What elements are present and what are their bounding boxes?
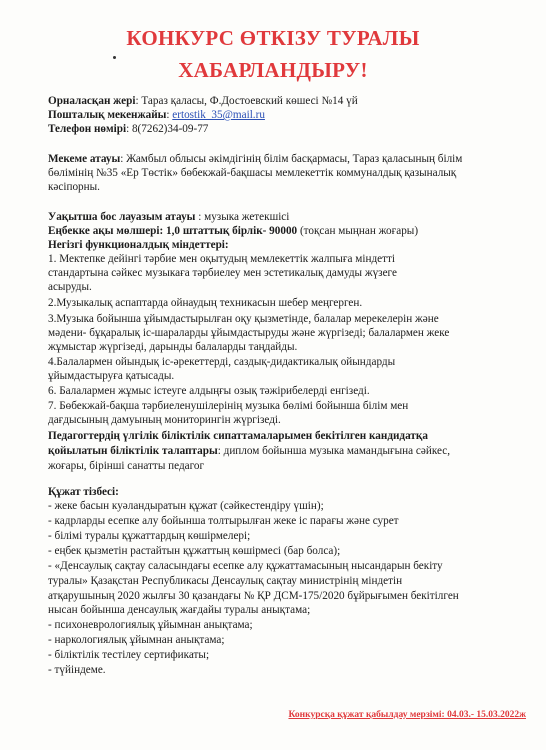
document-item: - түйіндеме. [48, 664, 106, 676]
duty-line: 4.Балалармен ойындық іс-әрекеттерді, саздық-дидактикалық ойындарды [48, 356, 396, 368]
document-item: - білімі туралы құжаттардың көшірмелері; [48, 530, 251, 542]
email-line [48, 109, 518, 122]
document-item: нысан бойынша денсаулық жағдайы туралы анықтама; [48, 604, 311, 616]
scan-speck [113, 56, 116, 59]
duty-line: 3.Музыка бойынша ұйымдастырылған оқу қызметінде, балалар мерекелерін және [48, 313, 439, 325]
location-line [48, 95, 518, 108]
duty-line: 2.Музыкалық аспаптарда ойнаудың техникасын шебер меңгерген. [48, 297, 363, 309]
document-item: - еңбек қызметін растайтын құжаттың көшірмесі (бар болса); [48, 545, 341, 557]
institution-line-1 [48, 153, 518, 166]
institution-line-2: бөлімінің №35 «Ер Төстік» бөбекжай-бақшасы мемлекеттік коммуналдық қазыналық [48, 167, 457, 179]
vacancy-line [48, 211, 518, 224]
institution-label: Мекеме атауы [48, 153, 121, 165]
duty-line: стандартына сәйкес музыкаға тәрбиелеу мен эстетикалық дамуды жүзеге [48, 267, 397, 279]
document-item: - кадрларды есепке алу бойынша толтырылған жеке іс парағы және сурет [48, 515, 399, 527]
email-label: Пошталық мекенжайы [48, 109, 167, 121]
email-separator: : [166, 109, 173, 121]
location-label: Орналасқан жері [48, 95, 136, 107]
deadline-note: Конкурсқа құжат қабылдау мерзімі: 04.03.- 15.03.2022ж [288, 710, 526, 720]
document-item: - наркологиялық ұйымнан анықтама; [48, 634, 225, 646]
qualification-line-1: Педагогтердің үлгілік біліктілік сипаттамаларымен бекітілген кандидатқа [48, 430, 428, 442]
phone-line [48, 123, 518, 136]
salary-line [48, 225, 518, 238]
duty-line: мәдени- бұқаралық іс-шараларды ұйымдастыруды және жүргізеді; балалармен жеке [48, 327, 450, 339]
salary-note: (тоқсан мыңнан жоғары) [297, 225, 419, 237]
phone-value: : 8(7262)34-09-77 [126, 123, 209, 135]
email-link[interactable]: ertostik_35@mail.ru [172, 109, 265, 121]
document-item: туралы» Қазақстан Республикасы Денсаулық сақтау министрінің міндетін [48, 575, 403, 587]
duty-line: асыруды. [48, 281, 92, 293]
duty-line: жұмыстар жүргізеді, дарынды балаларды таңдайды. [48, 341, 298, 353]
duty-line: дағдысының дамуының мониторингін жүргізеді. [48, 414, 281, 426]
institution-value-1: : Жамбыл облысы әкімдігінің білім басқармасы, Тараз қаласының білім [120, 153, 463, 165]
qualification-label: қойылатын біліктілік талаптары [48, 445, 218, 457]
document-item: - жеке басын куәландыратын құжат (сәйкестендіру үшін); [48, 500, 324, 512]
document-item: - психоневрологиялық ұйымнан анықтама; [48, 619, 253, 631]
salary-label: Еңбекке ақы мөлшері: [48, 225, 164, 237]
document-item: - біліктілік тестілеу сертификаты; [48, 649, 210, 661]
salary-value: 1,0 штаттық бірлік- 90000 [163, 225, 298, 237]
document-item: атқарушының 2020 жылғы 30 қазандағы № ҚР ДСМ-175/2020 бұйрығымен бекітілген [48, 590, 459, 602]
location-value: : Тараз қаласы, Ф.Достоевский көшесі №14 үй [135, 95, 358, 107]
duty-line: 6. Балалармен жұмыс істеуге алдыңғы озық тәжірибелерді енгізеді. [48, 385, 370, 397]
duties-heading: Негізгі функционалдық міндеттері: [48, 239, 229, 251]
duty-line: ұйымдастыруға қатысады. [48, 370, 175, 382]
institution-line-3: кәсіпорны. [48, 181, 100, 193]
qualification-line-2 [48, 445, 518, 458]
vacancy-label: Уақытша бос лауазым атауы [48, 211, 196, 223]
qualification-text: : диплом бойынша музыка мамандығына сәйкес, [217, 445, 450, 457]
qualification-line-3: жоғары, бірінші санатты педагог [48, 460, 205, 472]
documents-heading: Құжат тізбесі: [48, 486, 119, 498]
duty-line: 7. Бөбекжай-бақша тәрбиеленушілерінің музыка бөлімі бойынша білім мен [48, 400, 409, 412]
title-line-2: ХАБАРЛАНДЫРУ! [178, 58, 368, 82]
title-line-1: КОНКУРС ӨТКІЗУ ТУРАЛЫ [126, 26, 420, 50]
document-item: - «Денсаулық сақтау саласындағы есепке алу құжаттамасының нысандарын бекіту [48, 560, 443, 572]
phone-label: Телефон нөмірі [48, 123, 127, 135]
duty-line: 1. Мектепке дейінгі тәрбие мен оқытудың мемлекеттік жалпыға міндетті [48, 253, 395, 265]
vacancy-value: : музыка жетекшісі [195, 211, 290, 223]
